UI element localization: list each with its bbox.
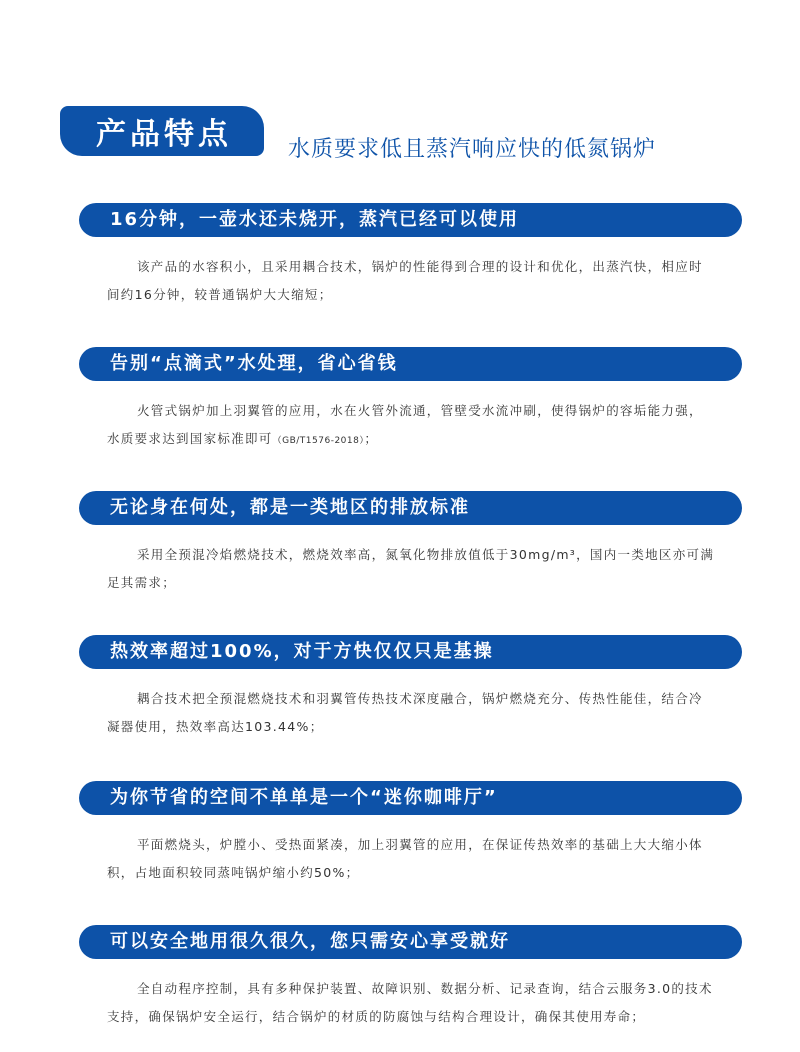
feature-6-body: 全自动程序控制，具有多种保护装置、故障识别、数据分析、记录查询，结合云服务3.0的技术支持，确保锅炉安全运行，结合锅炉的材质的防腐蚀与结构合理设计，确保其使用寿命； bbox=[107, 981, 713, 1024]
feature-2-body bbox=[107, 397, 715, 455]
feature-2-body-end: ； bbox=[364, 431, 379, 446]
feature-1-description bbox=[107, 253, 715, 309]
feature-5-body: 平面燃烧头，炉膛小、受热面紧凑，加上羽翼管的应用，在保证传热效率的基础上大大缩小体积，占地面积较同蒸吨锅炉缩小约50%； bbox=[107, 837, 703, 880]
feature-5-title: 为你节省的空间不单单是一个“迷你咖啡厅” bbox=[79, 781, 742, 815]
feature-1-body: 该产品的水容积小，且采用耦合技术，锅炉的性能得到合理的设计和优化，出蒸汽快，相应时间约16分钟，较普通锅炉大大缩短； bbox=[107, 259, 703, 302]
feature-2-standard-code: （GB/T1576-2018） bbox=[272, 436, 365, 446]
feature-5-description bbox=[107, 831, 715, 887]
feature-6-title: 可以安全地用很久很久，您只需安心享受就好 bbox=[79, 925, 742, 959]
feature-2-body-main: 火管式锅炉加上羽翼管的应用，水在火管外流通，管壁受水流冲刷，使得锅炉的容垢能力强，水质要求达到国家标准即可 bbox=[107, 403, 703, 446]
feature-3-title: 无论身在何处，都是一类地区的排放标准 bbox=[79, 491, 742, 525]
feature-2-title: 告别“点滴式”水处理，省心省钱 bbox=[79, 347, 742, 381]
feature-3-description bbox=[107, 541, 715, 597]
feature-1-title: 16分钟，一壶水还未烧开，蒸汽已经可以使用 bbox=[79, 203, 742, 237]
feature-2-description bbox=[107, 397, 715, 455]
feature-3-body: 采用全预混冷焰燃烧技术，燃烧效率高，氮氧化物排放值低于30mg/m³，国内一类地区亦可满足其需求； bbox=[107, 547, 715, 590]
feature-6-description bbox=[107, 975, 715, 1031]
page-header bbox=[0, 0, 800, 170]
page-title-badge: 产品特点 bbox=[60, 106, 264, 156]
page-subtitle: 水质要求低且蒸汽响应快的低氮锅炉 bbox=[288, 137, 657, 162]
feature-4-body: 耦合技术把全预混燃烧技术和羽翼管传热技术深度融合，锅炉燃烧充分、传热性能佳，结合冷凝器使用，热效率高达103.44%； bbox=[107, 691, 703, 734]
feature-4-description bbox=[107, 685, 715, 741]
feature-4-title: 热效率超过100%，对于方快仅仅只是基操 bbox=[79, 635, 742, 669]
